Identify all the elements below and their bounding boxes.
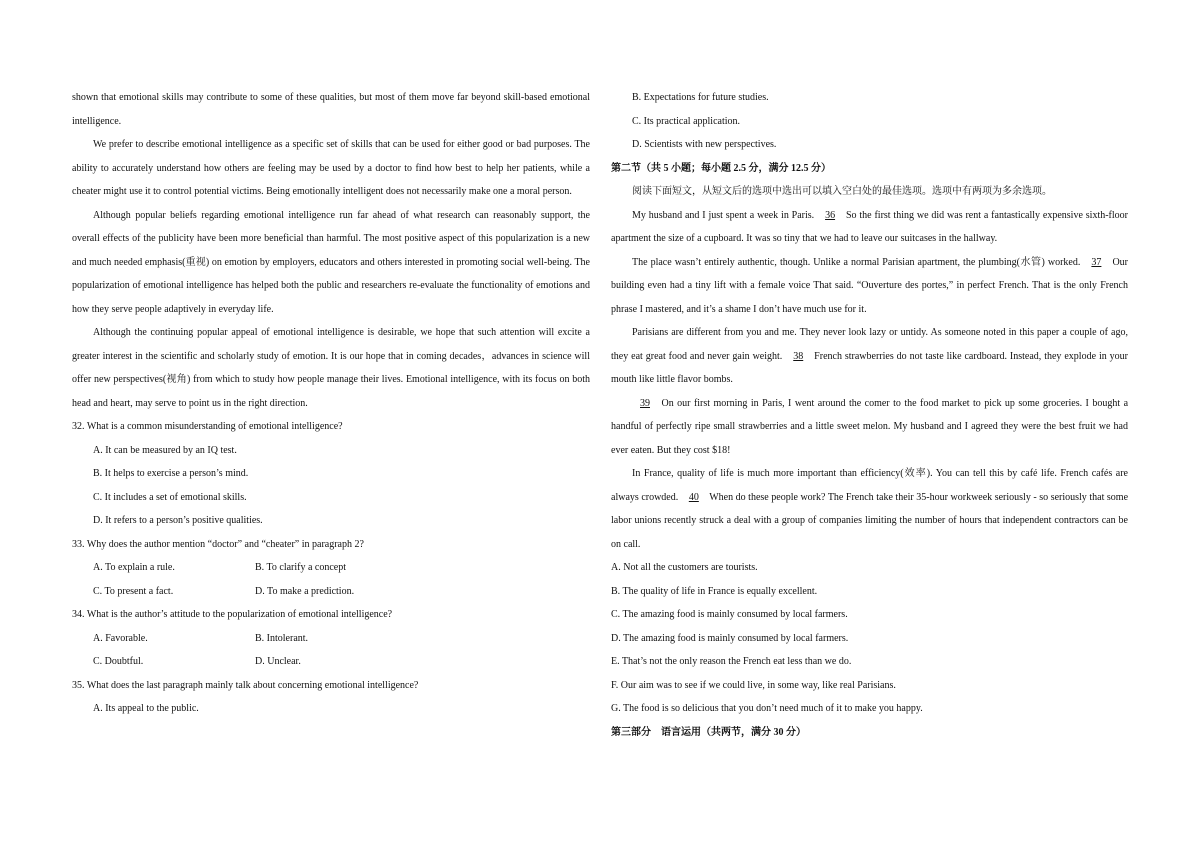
- cloze-paragraph-1: [611, 204, 1128, 251]
- question-34-options-row-2: [72, 650, 590, 674]
- cloze-text: So the first thing we did was rent a fantastically expensive sixth-floor apartment the size of a cupboard. It was so tiny that we had to leave our suitcases in the hallway.: [611, 209, 1128, 244]
- cloze-text: In France, quality of life is much more important than efficiency(效率). You can tell this by café life. French cafés are always crowded.: [611, 468, 1128, 503]
- cloze-paragraph-3: [611, 321, 1128, 392]
- cloze-text: Parisians are different from you and me. They never look lazy or untidy. As someone noted in this paper a couple of ago, they eat great food and never gain weight.: [611, 327, 1128, 362]
- cloze-text: When do these people work? The French take their 35-hour workweek seriously - so seriously that some labor unions recently struck a deal with a group of companies limiting the number of hours that independent contractors can be on call.: [611, 491, 1129, 550]
- passage-paragraph-2: We prefer to describe emotional intelligence as a specific set of skills that can be used for either good or bad purposes. The ability to accurately understand how others are feeling may be used by a doctor to find how best to help her patients, while a cheater might use it to control potential victims. Being emotionally intelligent does not necessarily make one a moral person.: [72, 139, 590, 197]
- question-35-option-b: B. Expectations for future studies.: [632, 92, 769, 103]
- question-33-option-d: D. To make a prediction.: [255, 585, 355, 597]
- passage-paragraph-1: shown that emotional skills may contribute to some of these qualities, but most of them move far beyond skill-based emotional intelligence.: [72, 92, 590, 127]
- left-column: [72, 86, 590, 721]
- question-32-stem: 32. What is a common misunderstanding of emotional intelligence?: [72, 421, 343, 432]
- cloze-text: On our first morning in Paris, I went around the comer to the food market to pick up some groceries. I bought a handful of perfectly ripe small strawberries and a little sweet melon. My husband and I agreed they were the best fruit we had ever eaten. But they cost $18!: [611, 397, 1129, 456]
- question-35-option-c: C. Its practical application.: [632, 115, 741, 127]
- section-2-heading: 第二节（共 5 小题；每小题 2.5 分，满分 12.5 分）: [611, 162, 831, 174]
- question-33-options-row-2: [72, 580, 590, 604]
- question-34-option-b: B. Intolerant.: [255, 632, 309, 644]
- cloze-option-f: F. Our aim was to see if we could live, in some way, like real Parisians.: [611, 679, 896, 691]
- question-34-option-a: A. Favorable.: [93, 632, 148, 644]
- question-33-options-row-1: [72, 556, 590, 580]
- question-32-option-c: C. It includes a set of emotional skills.: [93, 491, 247, 503]
- question-34-stem: 34. What is the author’s attitude to the popularization of emotional intelligence?: [72, 609, 393, 620]
- question-34-option-d: D. Unclear.: [255, 656, 301, 667]
- blank-39: 39: [640, 397, 650, 409]
- cloze-option-c: C. The amazing food is mainly consumed by local farmers.: [611, 609, 848, 620]
- question-35-option-a: A. Its appeal to the public.: [93, 703, 199, 714]
- cloze-paragraph-2: [611, 251, 1128, 322]
- cloze-paragraph-5: [611, 462, 1128, 556]
- question-32-option-b: B. It helps to exercise a person’s mind.: [93, 468, 249, 479]
- cloze-option-d: D. The amazing food is mainly consumed by local farmers.: [611, 632, 849, 644]
- cloze-option-e: E. That’s not the only reason the French eat less than we do.: [611, 656, 852, 667]
- blank-36: 36: [825, 209, 836, 221]
- section-2-instruction: 阅读下面短文，从短文后的选项中选出可以填入空白处的最佳选项。选项中有两项为多余选项。: [632, 186, 1052, 197]
- question-32-option-a: A. It can be measured by an IQ test.: [93, 444, 237, 456]
- question-35-stem: 35. What does the last paragraph mainly talk about concerning emotional intelligence?: [72, 679, 419, 691]
- question-32-option-d: D. It refers to a person’s positive qualities.: [93, 515, 263, 526]
- question-33-stem: 33. Why does the author mention “doctor” and “cheater” in paragraph 2?: [72, 538, 364, 550]
- question-34-option-c: C. Doubtful.: [93, 656, 144, 667]
- question-33-option-c: C. To present a fact.: [93, 585, 174, 597]
- blank-38: 38: [793, 350, 804, 362]
- cloze-text: My husband and I just spent a week in Paris.: [632, 209, 815, 221]
- cloze-paragraph-4: [611, 392, 1128, 463]
- question-35-option-d: D. Scientists with new perspectives.: [632, 139, 777, 150]
- cloze-text: The place wasn’t entirely authentic, though. Unlike a normal Parisian apartment, the plumbing(水管) worked.: [632, 256, 1081, 268]
- question-33-option-a: A. To explain a rule.: [93, 562, 175, 573]
- question-33-option-b: B. To clarify a concept: [255, 562, 347, 573]
- passage-paragraph-4: Although the continuing popular appeal of emotional intelligence is desirable, we hope that such attention will excite a greater interest in the scientific and scholarly study of emotion. It is our hope that in coming decades，advances in science will offer new perspectives(视角) from which to study how people manage their lives. Emotional intelligence, with its focus on both head and heart, may serve to point us in the right direction.: [72, 327, 590, 409]
- right-column: [611, 86, 1128, 744]
- blank-37: 37: [1091, 256, 1102, 268]
- cloze-option-b: B. The quality of life in France is equally excellent.: [611, 585, 818, 597]
- cloze-option-a: A. Not all the customers are tourists.: [611, 562, 758, 573]
- passage-paragraph-3: Although popular beliefs regarding emotional intelligence run far ahead of what research can reasonably support, the overall effects of the publicity have been more beneficial than harmful. The most positive aspect of this popularization is a new and much needed emphasis(重视) on emotion by employers, educators and others interested in promoting social well-being. The popularization of emotional intelligence has helped both the public and researchers re-evaluate the functionality of emotions and how they serve people adaptively in everyday life.: [72, 209, 590, 315]
- cloze-text: Our building even had a tiny lift with a female voice That said. “Ouverture des portes,” in perfect French. That is the only French phrase I mastered, and it’s a shame I don’t have much use for it.: [611, 256, 1128, 315]
- blank-40: 40: [688, 491, 699, 503]
- cloze-option-g: G. The food is so delicious that you don’t need much of it to make you happy.: [611, 703, 923, 714]
- cloze-text: French strawberries do not taste like cardboard. Instead, they explode in your mouth like little flavor bombs.: [611, 350, 1128, 385]
- question-34-options-row-1: [72, 627, 590, 651]
- part-3-heading: 第三部分 语言运用（共两节，满分 30 分）: [611, 726, 806, 738]
